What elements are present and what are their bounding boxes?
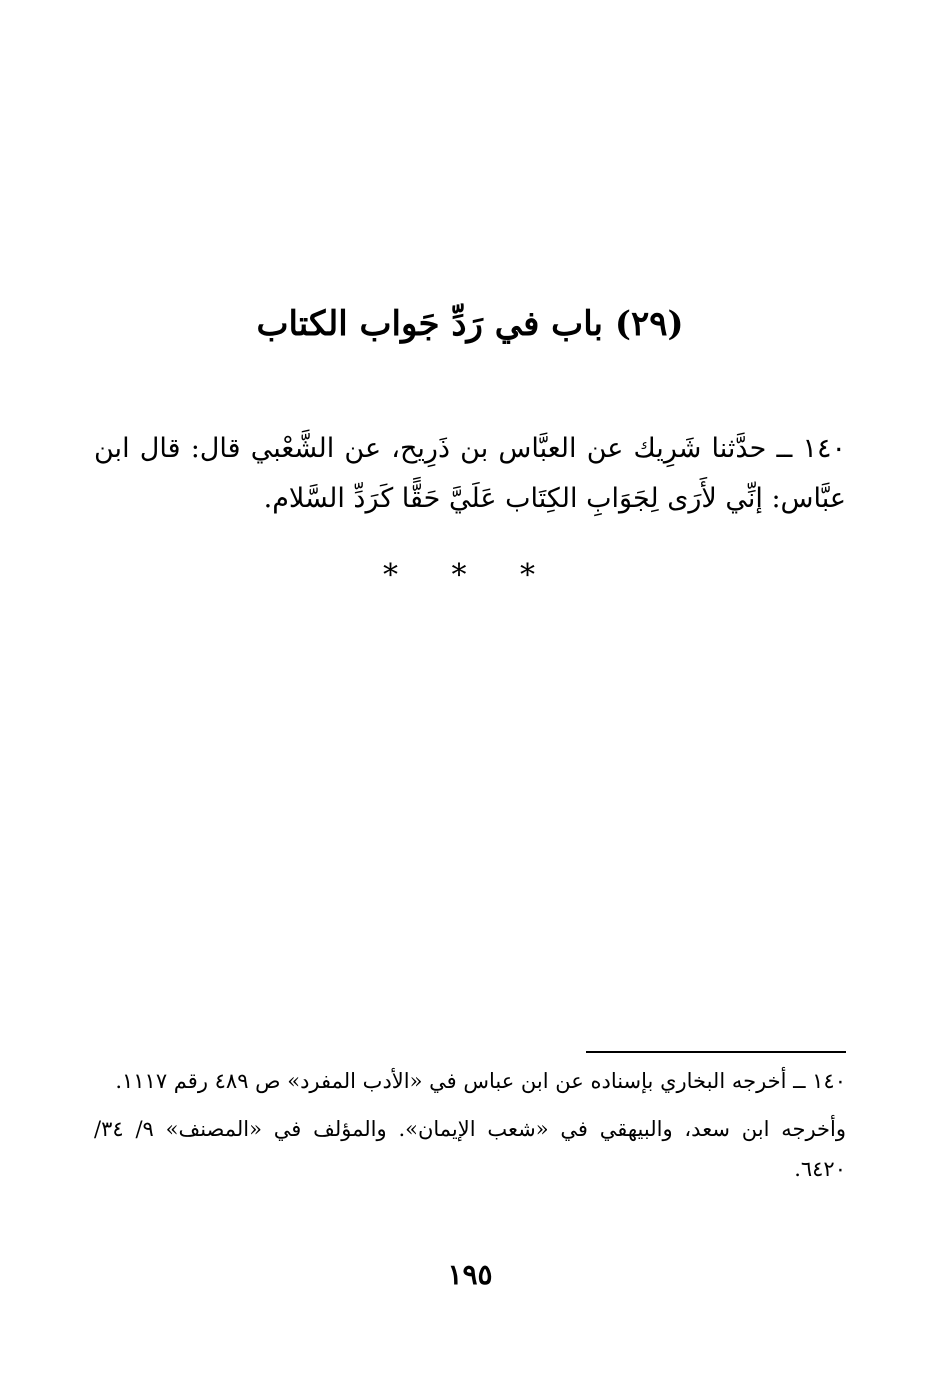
footnote-item: وأخرجه ابن سعد، والبيهقي في «شعب الإيمان». والمؤلف في «المصنف» ٩/ ٣٤/ ٦٤٢٠. xyxy=(94,1117,846,1181)
chapter-title: (٢٩) باب في رَدِّ جَواب الكتاب xyxy=(256,304,684,344)
footnote-item: ١٤٠ ــ أخرجه البخاري بإسناده عن ابن عباس في «الأدب المفرد» ص ٤٨٩ رقم ١١١٧. xyxy=(115,1069,846,1093)
footnote-divider xyxy=(586,1051,846,1053)
hadith-text: ١٤٠ ــ حدَّثنا شَرِيك عن العبَّاس بن ذَرِيح، عن الشَّعْبي قال: قال ابن عبَّاس: إنِّي لأَرَى لِجَوَابِ الكِتَاب عَلَيَّ حَقًّا كَرَدِّ السَّلام. xyxy=(94,433,846,514)
section-separator: * * * xyxy=(382,558,558,593)
footnotes xyxy=(94,1061,846,1197)
page-number: ١٩٥ xyxy=(447,1258,493,1291)
